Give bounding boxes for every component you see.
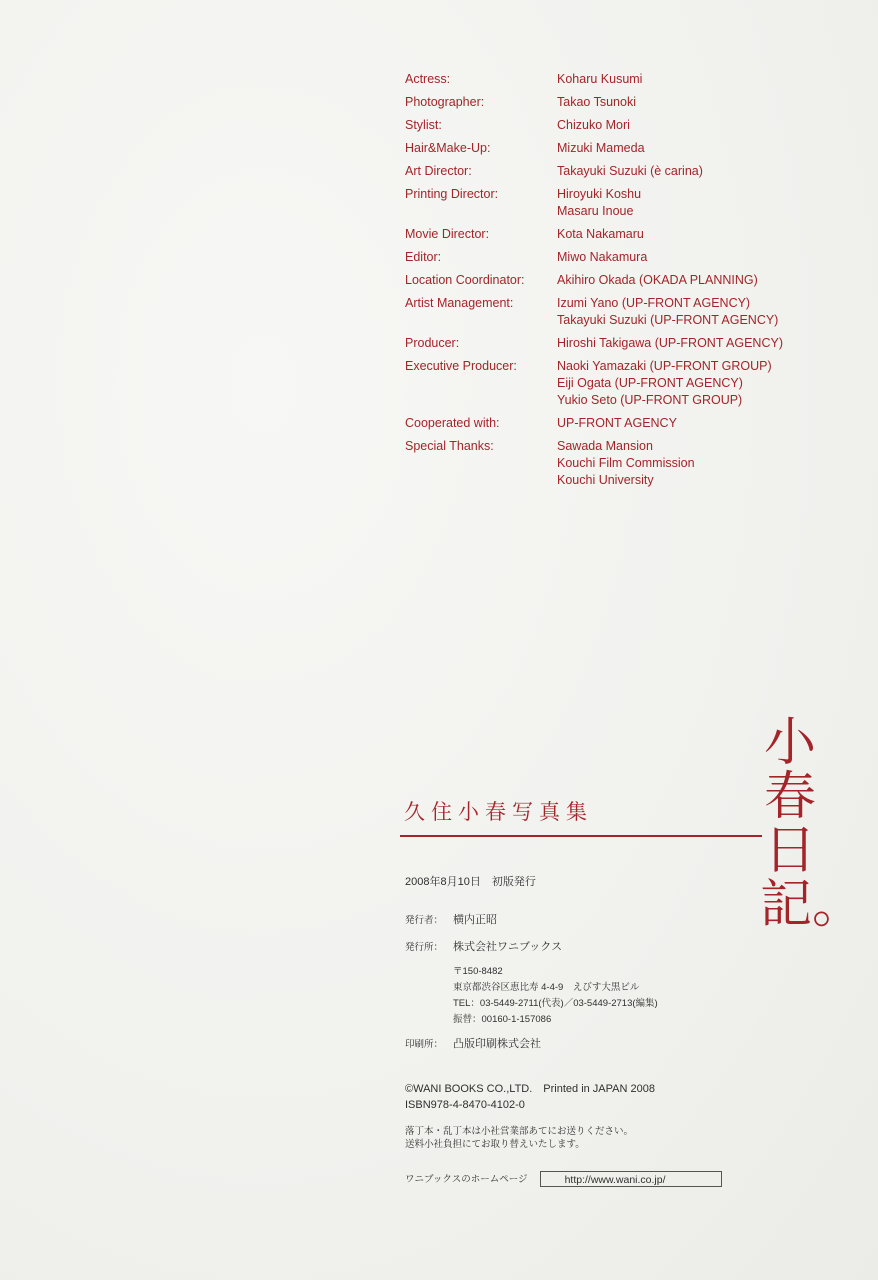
credit-name: Kota Nakamaru <box>557 227 644 241</box>
credit-row <box>405 438 845 489</box>
printer-name: 凸版印刷株式会社 <box>453 1038 541 1050</box>
homepage-row <box>405 1171 785 1187</box>
notice-line-1: 落丁本・乱丁本は小社営業部あてにお送りください。 <box>405 1126 634 1137</box>
credit-name: Takao Tsunoki <box>557 95 636 109</box>
credit-role: Art Director: <box>405 164 472 178</box>
credit-role: Producer: <box>405 336 460 350</box>
credit-row <box>405 295 845 329</box>
credit-name: Chizuko Mori <box>557 118 630 132</box>
credit-names <box>557 117 845 134</box>
homepage-label: ワニブックスのホームページ <box>405 1173 528 1185</box>
notice-line-2: 送料小社負担にてお取り替えいたします。 <box>405 1139 585 1150</box>
credit-role: Printing Director: <box>405 187 499 201</box>
credit-row <box>405 272 845 289</box>
credit-role: Location Coordinator: <box>405 273 525 287</box>
credit-name: Kouchi University <box>557 473 654 487</box>
credit-name: Izumi Yano (UP-FRONT AGENCY) <box>557 296 751 310</box>
credit-names <box>557 415 845 432</box>
credit-row <box>405 358 845 409</box>
credit-names <box>557 94 845 111</box>
credit-name: Yukio Seto (UP-FRONT GROUP) <box>557 393 743 407</box>
credit-row <box>405 335 845 352</box>
house-name: 株式会社ワニブックス <box>453 941 563 953</box>
credit-row <box>405 71 845 88</box>
credit-role: Movie Director: <box>405 227 490 241</box>
credit-role: Artist Management: <box>405 296 514 310</box>
credit-name: Koharu Kusumi <box>557 72 643 86</box>
credit-row <box>405 117 845 134</box>
credit-names <box>557 272 845 289</box>
title-char: 春 <box>763 767 816 827</box>
credit-row <box>405 186 845 220</box>
credit-name: Miwo Nakamura <box>557 250 648 264</box>
credit-role: Stylist: <box>405 118 442 132</box>
credit-role: Executive Producer: <box>405 359 517 373</box>
printer-label: 印刷所： <box>405 1039 444 1050</box>
credit-name: Hiroyuki Koshu <box>557 187 642 201</box>
house-row <box>405 939 785 956</box>
credit-name: UP-FRONT AGENCY <box>557 416 677 430</box>
title-char: 小 <box>763 713 816 773</box>
credit-row <box>405 163 845 180</box>
credit-row <box>405 140 845 157</box>
credit-names <box>557 163 845 180</box>
subtitle: 久住小春写真集 <box>404 800 593 824</box>
credit-role: Photographer: <box>405 95 485 109</box>
credit-names <box>557 226 845 243</box>
credit-names <box>557 140 845 157</box>
copyright: ©WANI BOOKS CO.,LTD. Printed in JAPAN 2008 <box>405 1083 655 1095</box>
credit-name: Sawada Mansion <box>557 439 653 453</box>
credit-name: Kouchi Film Commission <box>557 456 695 470</box>
credit-names <box>557 295 845 329</box>
credit-role: Hair&Make-Up: <box>405 141 491 155</box>
title-char: 記。 <box>760 875 865 935</box>
credit-name: Masaru Inoue <box>557 204 634 218</box>
publish-date: 2008年8月10日 初版発行 <box>405 876 536 888</box>
credit-row <box>405 94 845 111</box>
homepage-url[interactable]: http://www.wani.co.jp/ <box>540 1171 722 1187</box>
credit-name: Eiji Ogata (UP-FRONT AGENCY) <box>557 376 743 390</box>
credit-names <box>557 249 845 266</box>
publisher-label: 発行者： <box>405 915 444 926</box>
address: 東京都渋谷区恵比寿 4-4-9 えびす大黒ビル <box>453 982 640 993</box>
credit-names <box>557 438 845 489</box>
postal-code: 〒150-8482 <box>453 966 503 977</box>
credit-name: Naoki Yamazaki (UP-FRONT GROUP) <box>557 359 772 373</box>
transfer-account: 振替：00160-1-157086 <box>453 1014 552 1025</box>
credit-role: Cooperated with: <box>405 416 500 430</box>
printer-row <box>405 1036 785 1053</box>
publisher-name: 横内正昭 <box>453 914 497 926</box>
credit-role: Editor: <box>405 250 442 264</box>
credit-names <box>557 71 845 88</box>
credit-row <box>405 249 845 266</box>
credit-name: Takayuki Suzuki (UP-FRONT AGENCY) <box>557 313 779 327</box>
credit-name: Akihiro Okada (OKADA PLANNING) <box>557 273 758 287</box>
credit-names <box>557 335 845 352</box>
credit-role: Special Thanks: <box>405 439 494 453</box>
credits-list <box>405 71 845 495</box>
credit-role: Actress: <box>405 72 451 86</box>
colophon <box>405 874 785 1187</box>
credit-name: Hiroshi Takigawa (UP-FRONT AGENCY) <box>557 336 783 350</box>
house-label: 発行所： <box>405 942 444 953</box>
credit-row <box>405 415 845 432</box>
publisher-row <box>405 912 785 929</box>
credit-names <box>557 358 845 409</box>
credit-name: Mizuki Mameda <box>557 141 645 155</box>
title-rule <box>400 835 762 837</box>
telephone: TEL：03-5449-2711(代表)／03-5449-2713(編集) <box>453 998 658 1009</box>
credit-name: Takayuki Suzuki (è carina) <box>557 164 703 178</box>
credit-row <box>405 226 845 243</box>
credit-names <box>557 186 845 220</box>
isbn: ISBN978-4-8470-4102-0 <box>405 1099 525 1111</box>
title-char: 日 <box>763 821 816 881</box>
